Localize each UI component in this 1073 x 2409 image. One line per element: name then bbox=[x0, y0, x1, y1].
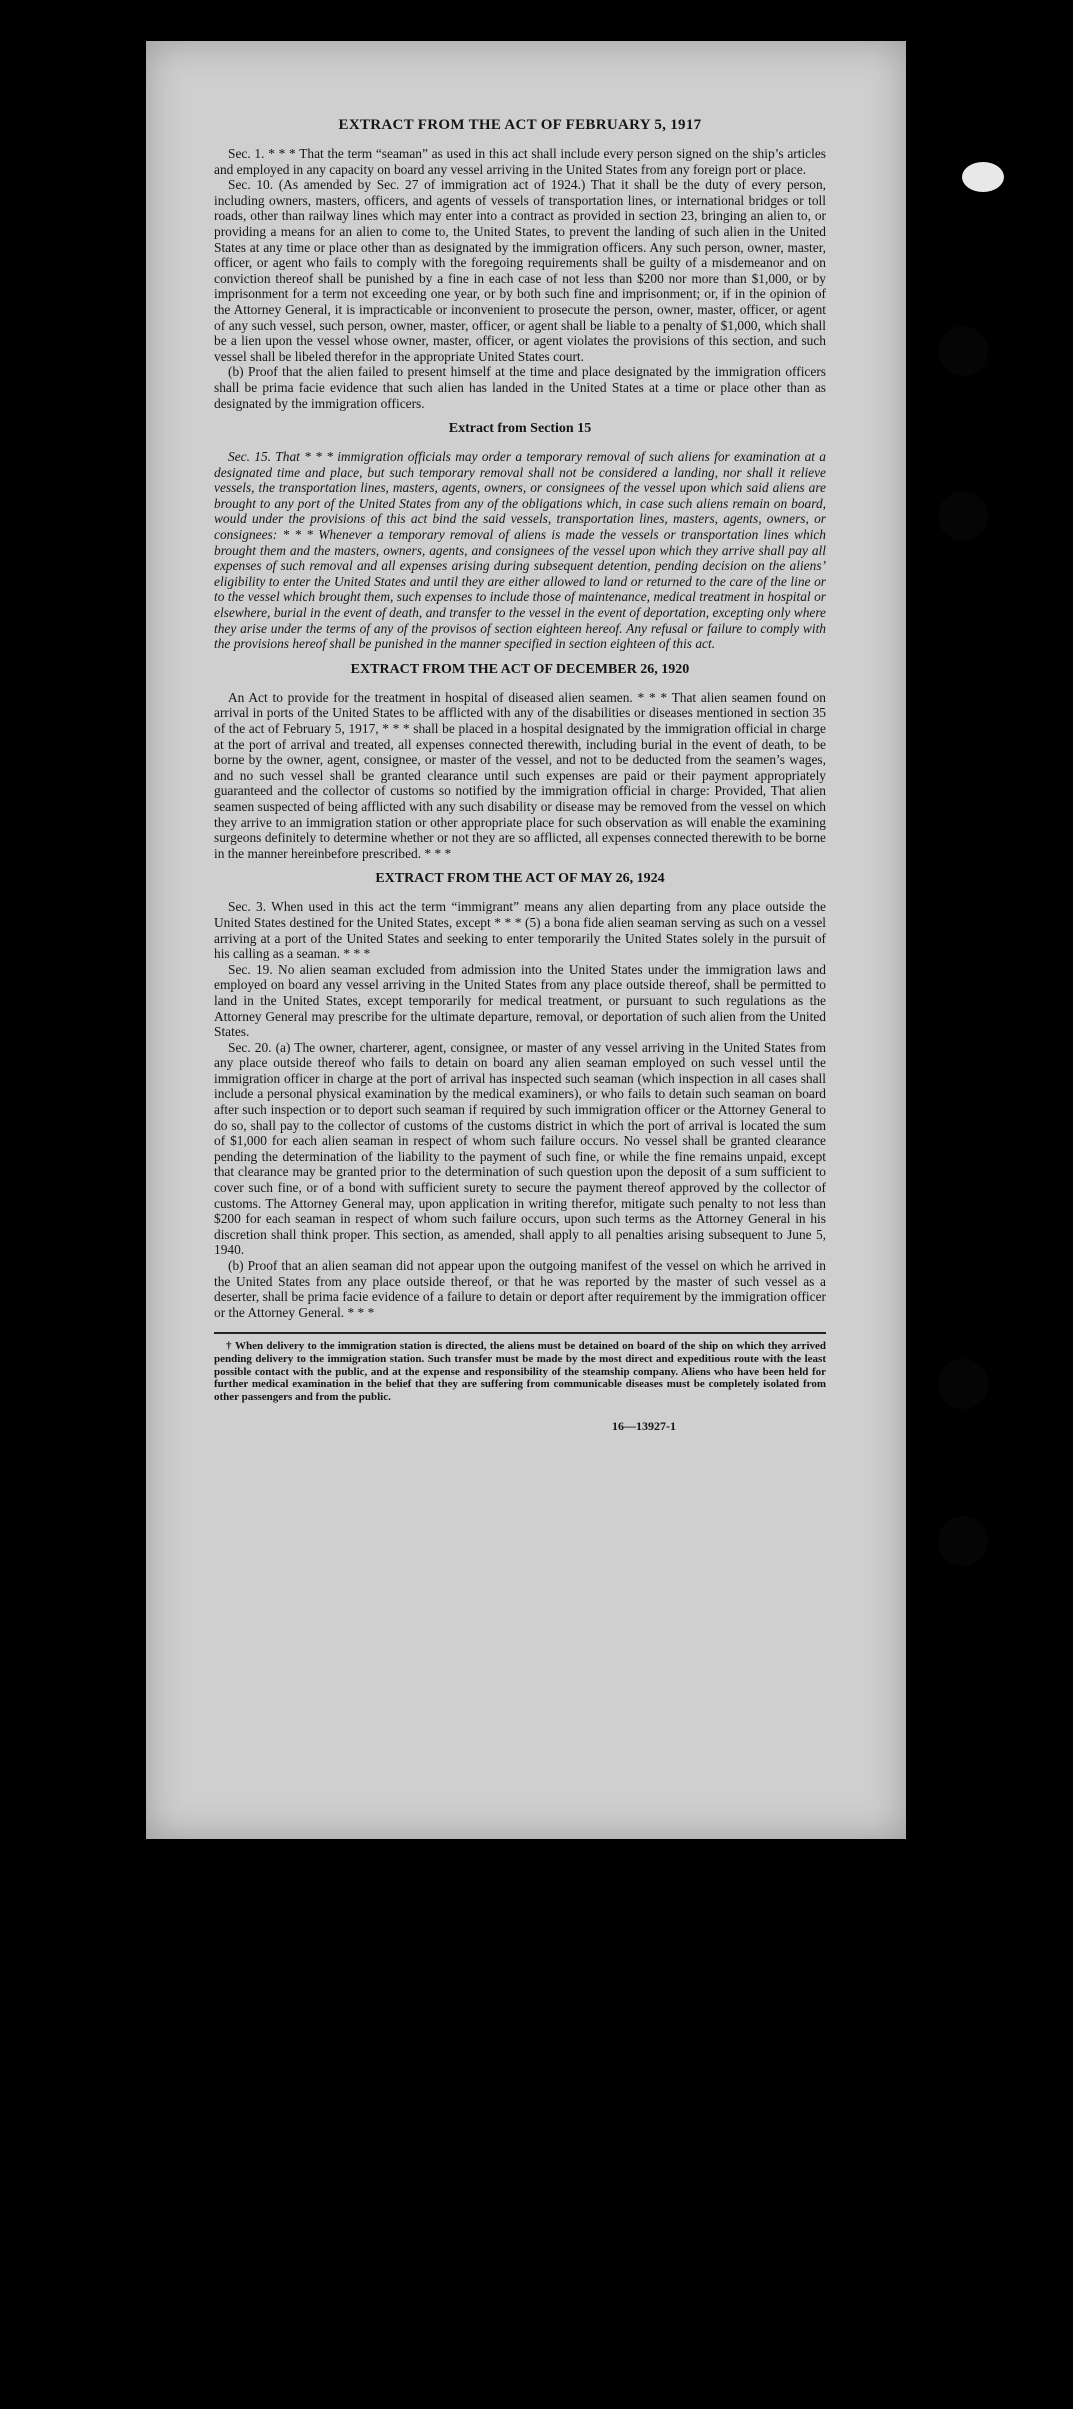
punch-hole bbox=[938, 1359, 988, 1409]
section-10-paragraph: Sec. 10. (As amended by Sec. 27 of immigration act of 1924.) That it shall be the duty of every person, including owners, masters, officers, and agents of vessels of transportation lines, or international bridges or toll roads, other than railway lines which may enter into a contract as provided in section 23, bringing an alien to, or providing a means for an alien to come to, the United States, to prevent the landing of such alien in the United States at any time or place other than as designated by the immigration officers. Any such person, owner, master, officer, or agent who fails to comply with the foregoing requirements shall be guilty of a misdemeanor and on conviction thereof shall be punished by a fine in each case of not less than $200 nor more than $1,000, or by imprisonment for a term not exceeding one year, or by both such fine and imprisonment; or, if in the opinion of the Attorney General, it is impracticable or inconvenient to prosecute the person, owner, master, officer, or agent of any such vessel, such person, owner, master, officer, or agent shall be liable to a penalty of $1,000, which shall be a lien upon the vessel whose owner, master, officer, or agent violates the provisions of this section, and such vessel shall be libeled therefor in the appropriate United States court. bbox=[214, 177, 826, 364]
heading-act-dec-1920: EXTRACT FROM THE ACT OF DECEMBER 26, 1920 bbox=[350, 661, 690, 677]
heading-act-may-1924: EXTRACT FROM THE ACT OF MAY 26, 1924 bbox=[375, 871, 665, 887]
punch-hole bbox=[938, 491, 988, 541]
footnote-divider bbox=[214, 1332, 826, 1334]
section-19-paragraph: Sec. 19. No alien seaman excluded from admission into the United States under the immigration laws and employed on board any vessel arriving in the United States from any place outside thereof, shall be permitted to land in the United States, except temporarily for medical treatment, or pursuant to such regulations as the Attorney General may prescribe for the ultimate departure, removal, or deportation of such alien from the United States. bbox=[214, 961, 826, 1040]
footnote: † When delivery to the immigration station is directed, the aliens must be detained on board of the ship on which they arrived pending delivery to the immigration station. Such transfer must be made by the most direct and expeditious route with the least possible contact with the public, and at the expense and responsibility of the steamship company. Aliens who have been held for further medical examination in the belief that they are suffering from communicable diseases must be completely isolated from other passengers and from the public. bbox=[214, 1340, 826, 1403]
section-20a-paragraph: Sec. 20. (a) The owner, charterer, agent, consignee, or master of any vessel arriving in the United States from any place outside thereof who fails to detain on board any alien seaman employed on such vessel until the immigration officer in charge at the port of arrival has inspected such seaman (which inspection in all cases shall include a personal physical examination by the medical examiners), or who fails to detain such seaman on board after such inspection or to deport such seaman if required by such immigration officer or the Attorney General to do so, shall pay to the collector of customs of the customs district in which the port of arrival is located the sum of $1,000 for each alien seaman in respect of whom such failure occurs. No vessel shall be granted clearance pending the determination of the liability to the payment of such fine, or while the fine remains unpaid, except that clearance may be granted prior to the determination of such question upon the deposit of a sum sufficient to cover such fine, or of a bond with sufficient surety to secure the payment thereof approved by the collector of customs. The Attorney General may, upon application in writing therefor, mitigate such penalty to not less than $200 for each seaman in respect of whom such failure occurs, upon such terms as the Attorney General in his discretion shall think proper. This section, as amended, shall apply to all penalties arising subsequent to June 5, 1940. bbox=[214, 1039, 826, 1258]
punch-hole bbox=[938, 1516, 988, 1566]
document-number: 16—13927-1 bbox=[612, 1419, 676, 1434]
act-1920-paragraph: An Act to provide for the treatment in hospital of diseased alien seamen. * * * That alien seamen found on arrival in ports of the United States to be afflicted with any of the disabilities or diseases mentioned in section 35 of the act of February 5, 1917, * * * shall be placed in a hospital designated by the immigration official in charge at the port of arrival and treated, all expenses connected therewith, including burial in the event of death, to be borne by the owner, agent, consignee, or master of the vessel, and not to be deducted from the seamen’s wages, and no such vessel shall be granted clearance until such expenses are paid or their payment appropriately guaranteed and the collector of customs so notified by the immigration official in charge: Provided, That alien seamen suspected of being afflicted with any such disability or disease may be removed from the vessel on which they arrive to an immigration station or other appropriate place for such observation as will enable the examining surgeons definitely to determine whether or not they are so afflicted, all expenses connected therewith to be borne in the manner hereinbefore prescribed. * * * bbox=[214, 689, 826, 861]
section-20b-paragraph: (b) Proof that an alien seaman did not appear upon the outgoing manifest of the vessel on which he arrived in the United States from any place outside thereof, or that he was reported by the master of such vessel as a deserter, shall be prima facie evidence of a failure to detain or deport after requirement by the immigration officer or the Attorney General. * * * bbox=[214, 1258, 826, 1320]
section-10b-paragraph: (b) Proof that the alien failed to present himself at the time and place designated by the immigration officers shall be prima facie evidence that such alien has landed in the United States at a time or place other than as designated by the immigration officers. bbox=[214, 364, 826, 411]
section-3-paragraph: Sec. 3. When used in this act the term “immigrant” means any alien departing from any place outside the United States destined for the United States, except * * * (5) a bona fide alien seaman serving as such on a vessel arriving at a port of the United States and seeking to enter temporarily the United States solely in the pursuit of his calling as a seaman. * * * bbox=[214, 899, 826, 962]
section-15-paragraph: Sec. 15. That * * * immigration officials may order a temporary removal of such aliens for examination at a designated time and place, but such temporary removal shall not be considered a landing, nor shall it relieve vessels, the transportation lines, masters, agents, owners, or consignees of the vessel upon which said aliens are brought to any port of the United States from any of the obligations which, in case such aliens remain on board, would under the provisions of this act bind the said vessels, transportation lines, masters, agents, owners, or consignees: * * * Whenever a temporary removal of aliens is made the vessels or transportation lines which brought them and the masters, owners, agents, and consignees of the vessel upon which they arrive shall pay all expenses of such removal and all expenses arising during subsequent detention, pending decision on the aliens’ eligibility to enter the United States and until they are either allowed to land or returned to the care of the line or to the vessel which brought them, such expenses to include those of maintenance, medical treatment in hospital or elsewhere, burial in the event of death, and transfer to the vessel in the event of deportation, excepting only where they arise under the terms of any of the provisos of section eighteen hereof. Any refusal or failure to comply with the provisions hereof shall be punished in the manner specified in section eighteen of this act. bbox=[214, 449, 826, 652]
document-page bbox=[146, 41, 906, 1839]
heading-section-15: Extract from Section 15 bbox=[448, 421, 592, 437]
scan-artifact bbox=[962, 162, 1004, 192]
heading-act-feb-1917: EXTRACT FROM THE ACT OF FEBRUARY 5, 1917 bbox=[338, 117, 702, 133]
section-1-paragraph: Sec. 1. * * * That the term “seaman” as used in this act shall include every person signed on the ship’s articles and employed in any capacity on board any vessel arriving in the United States from any foreign port or place. bbox=[214, 146, 826, 177]
punch-hole bbox=[938, 326, 988, 376]
